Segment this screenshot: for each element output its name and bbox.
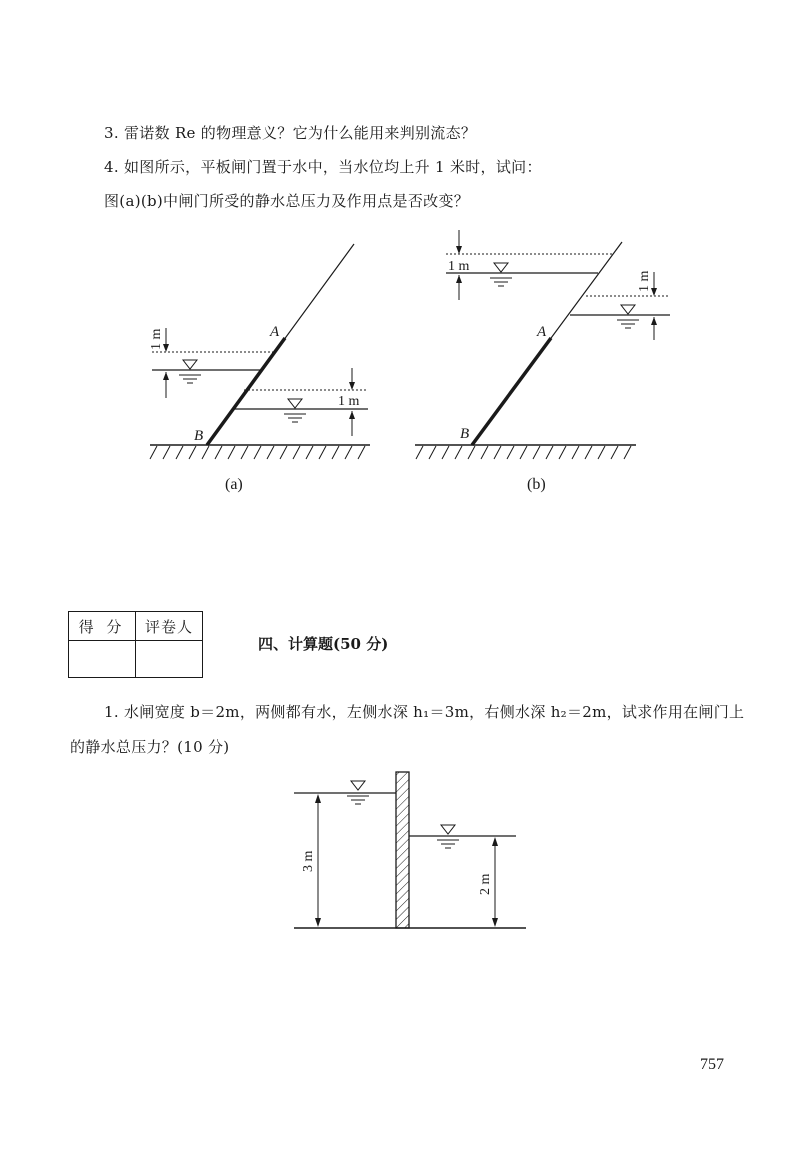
question-3: 3. 雷诺数 Re 的物理意义？它为什么能用来判别流态？ [104,124,477,142]
sluice-gate [396,772,409,928]
dim-left-a: 1 m [149,328,164,350]
grader-header: 评卷人 [136,612,203,641]
dim-right-gate: 2 m [478,873,493,895]
problem-1-line1: 1. 水闸宽度 b＝2m，两侧都有水，左侧水深 h₁＝3m，右侧水深 h₂＝2m，试求作用在闸门上 [104,703,745,721]
score-header: 得 分 [69,612,136,641]
dim-left-b: 1 m [448,259,470,274]
label-b-point: B [194,428,204,444]
problem-1-line2: 的静水总压力？(10 分) [70,738,230,756]
question-4-line2: 图(a)(b)中闸门所受的静水总压力及作用点是否改变？ [104,192,470,210]
dim-left-gate: 3 m [301,850,316,872]
label-a-point: A [537,324,547,340]
dim-right-a: 1 m [338,394,360,409]
label-b-point: B [460,426,470,442]
page-number: 757 [700,1056,724,1073]
label-a-point: A [270,324,280,340]
caption-a: (a) [225,476,243,493]
section-title: 四、计算题(50 分) [258,635,389,653]
question-4-line1: 4. 如图所示，平板闸门置于水中，当水位均上升 1 米时，试问： [104,158,542,176]
caption-b: (b) [527,476,546,493]
dim-right-b: 1 m [637,270,652,292]
